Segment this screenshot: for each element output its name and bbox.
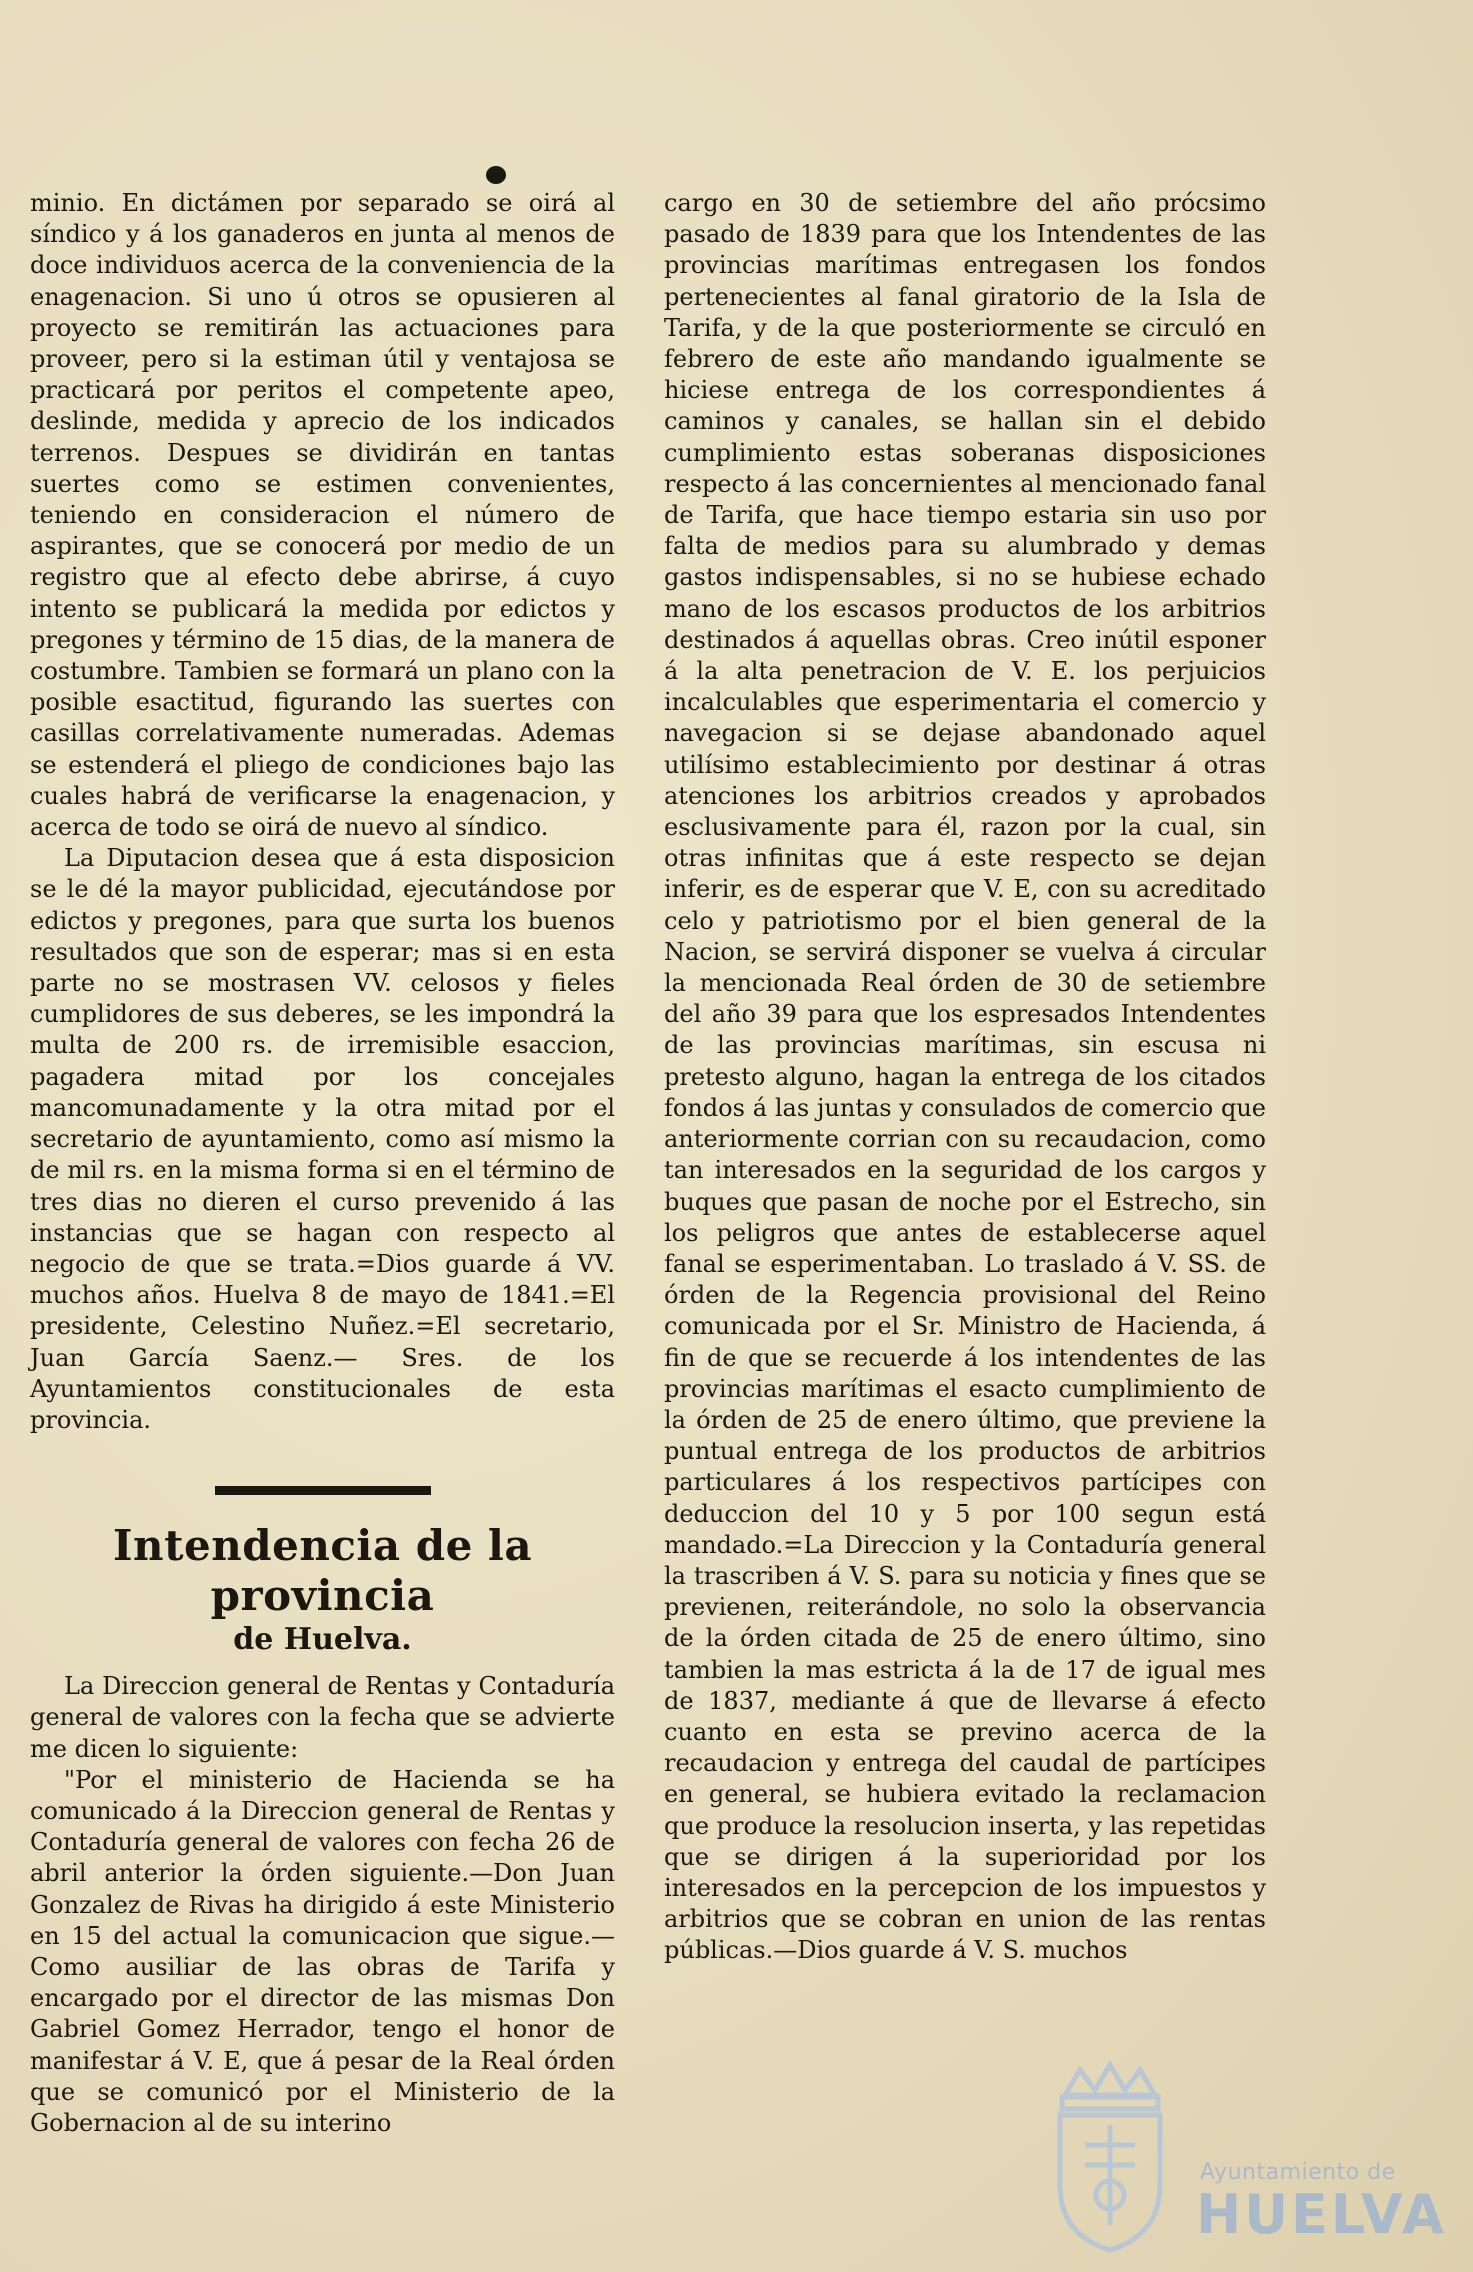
left-paragraph-4: "Por el ministerio de Hacienda se ha comunicado á la Direccion general de Rentas y Contaduría general de valores con fecha 26 de abril anterior la órden siguiente.—Don Juan Gonzalez de Rivas ha dirigido á este Ministerio en 15 del actual la comunicacion que sigue.—Como ausiliar de las obras de Tarifa y encargado por el director de las mismas Don Gabriel Gomez Herrador, tengo el honor de manifestar á V. E, que á pesar de la Real órden que se comunicó por el Ministerio de la Gobernacion al de su interino: [30, 1765, 615, 2137]
watermark-line-1: Ayuntamiento de: [1200, 2160, 1396, 2185]
left-paragraph-2: La Diputacion desea que á esta disposicion se le dé la mayor publicidad, ejecutándose por edictos y pregones, para que surta los buenos resultados que son de esperar; mas si en esta parte no se mostrasen VV. celosos y fieles cumplidores de sus deberes, se les impondrá la multa de 200 rs. de irremisible esaccion, pagadera mitad por los concejales mancomunadamente y la otra mitad por el secretario de ayuntamiento, como así mismo la de mil rs. en la misma forma si en el término de tres dias no dieren el curso prevenido á las instancias que se hagan con respecto al negocio de que se trata.=Dios guarde á VV. muchos años. Huelva 8 de mayo de 1841.=El presidente, Celestino Nuñez.=El secretario, Juan García Saenz.— Sres. de los Ayuntamientos constitucionales de esta provincia.: [30, 844, 615, 1434]
right-column: [664, 188, 1266, 1967]
section-divider: [215, 1486, 431, 1495]
section-heading: Intendencia de la provincia: [112, 1521, 533, 1621]
right-paragraph-1: cargo en 30 de setiembre del año prócsimo pasado de 1839 para que los Intendentes de las provincias marítimas entregasen los fondos pertenecientes al fanal giratorio de la Isla de Tarifa, y de la que posteriormente se circuló en febrero de este año mandando igualmente se hiciese entrega de los correspondientes á caminos y canales, se hallan sin el debido cumplimiento estas soberanas disposiciones respecto á las concernientes al mencionado fanal de Tarifa, que hace tiempo estaria sin uso por falta de medios para su alumbrado y demas gastos indispensables, si no se hubiese echado mano de los escasos productos de los arbitrios destinados á aquellas obras. Creo inútil esponer á la alta penetracion de V. E. los perjuicios incalculables que esperimentaria el comercio y navegacion si se dejase abandonado aquel utilísimo establecimiento por destinar á otras atenciones los arbitrios creados y aprobados esclusivamente para él, razon por la cual, sin otras infinitas que á este respecto se dejan inferir, es de esperar que V. E, con su acreditado celo y patriotismo por el bien general de la Nacion, se servirá disponer se vuelva á circular la mencionada Real órden de 30 de setiembre del año 39 para que los espresados Intendentes de las provincias marítimas, sin escusa ni pretesto alguno, hagan la entrega de los citados fondos á las juntas y consulados de comercio que anteriormente corrian con su recaudacion, como tan interesados en la seguridad de los cargos y buques que pasan de noche por el Estrecho, sin los peligros que antes de establecerse aquel fanal se esperimentaban. Lo traslado á V. SS. de órden de la Regencia provisional del Reino comunicada por el Sr. Ministro de Hacienda, á fin de que se recuerde á los intendentes de las provincias marítimas el esacto cumplimiento de la órden de 25 de enero último, que previene la puntual entrega de los productos de arbitrios particulares á los respectivos partícipes con deduccion del 10 y 5 por 100 segun está mandado.=La Direccion y la Contaduría general la trascriben á V. S. para su noticia y fines que se previenen, reiterándole, no solo la observancia de la órden citada de 25 de enero último, sino tambien la mas estricta á la de 17 de igual mes de 1837, mediante á que de llevarse á efecto cuanto en esta se previno acerca de la recaudacion y entrega del caudal de partícipes en general, se hubiera evitado la reclamacion que produce la resolucion inserta, y las repetidas que se dirigen á la superioridad por los interesados en la percepcion de los impuestos y arbitrios que se cobran en union de las rentas públicas.—Dios guarde á V. S. muchos: [664, 189, 1266, 1965]
watermark-line-2: HUELVA: [1196, 2183, 1447, 2246]
left-paragraph-3: La Direccion general de Rentas y Contaduría general de valores con la fecha que se advierte me dicen lo siguiente:: [30, 1672, 615, 1763]
left-column: [30, 188, 615, 2139]
ink-blot: [486, 166, 506, 184]
coat-of-arms-icon: [1040, 2055, 1180, 2255]
archive-watermark: [1040, 2055, 1447, 2255]
section-subheading: de Huelva.: [233, 1622, 412, 1658]
left-paragraph-1: minio. En dictámen por separado se oirá al síndico y á los ganaderos en junta al menos de doce individuos acerca de la conveniencia de la enagenacion. Si uno ú otros se opusieren al proyecto se remitirán las actuaciones para proveer, pero si la estiman útil y ventajosa se practicará por peritos el competente apeo, deslinde, medida y aprecio de los indicados terrenos. Despues se dividirán en tantas suertes como se estimen convenientes, teniendo en consideracion el número de aspirantes, que se conocerá por medio de un registro que al efecto debe abrirse, á cuyo intento se publicará la medida por edictos y pregones y término de 15 dias, de la manera de costumbre. Tambien se formará un plano con la posible esactitud, figurando las suertes con casillas correlativamente numeradas. Ademas se estenderá el pliego de condiciones bajo las cuales habrá de verificarse la enagenacion, y acerca de todo se oirá de nuevo al síndico.: [30, 189, 615, 842]
